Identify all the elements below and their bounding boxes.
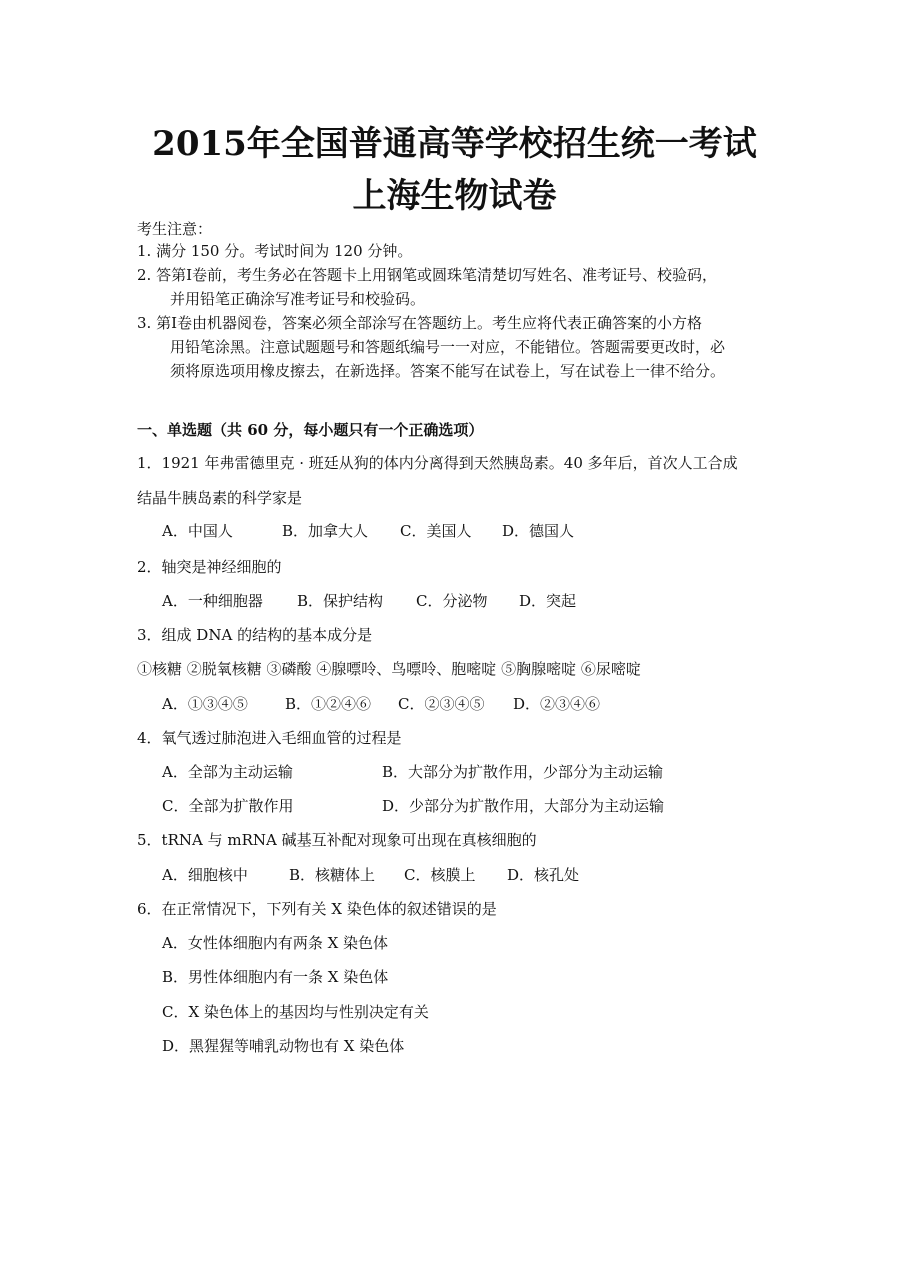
q4-option-b: B．大部分为扩散作用，少部分为主动运输 — [382, 763, 664, 781]
q5-option-d: D．核孔处 — [507, 866, 580, 884]
notice-item-3: 3. 第Ⅰ卷由机器阅卷，答案必须全部涂写在答题纺上。考生应将代表正确答案的小方格 — [137, 314, 703, 332]
q1-option-c: C．美国人 — [400, 522, 472, 540]
q5-option-c: C．核膜上 — [404, 866, 476, 884]
q3-option-d: D．②③④⑥ — [513, 695, 601, 713]
notice-item-2-cont: 并用铅笔正确涂写准考证号和校验码。 — [170, 290, 426, 308]
q3-option-b: B．①②④⑥ — [285, 695, 372, 713]
notice-item-3-cont1: 用铅笔涂黑。注意试题题号和答题纸编号一一对应，不能错位。答题需要更改时，必 — [170, 338, 726, 356]
q2-option-a: A．一种细胞器 — [162, 592, 263, 610]
q1-option-d: D．德国人 — [502, 522, 575, 540]
q3-stem: 3．组成 DNA 的结构的基本成分是 — [137, 626, 373, 644]
q1-stem-line1: 1．1921 年弗雷德里克 · 班廷从狗的体内分离得到天然胰岛素。40 多年后，首次人工合成 — [137, 454, 738, 472]
q2-option-d: D．突起 — [519, 592, 577, 610]
q1-option-b: B．加拿大人 — [282, 522, 369, 540]
section-heading: 一、单选题（共 60 分，每小题只有一个正确选项） — [137, 421, 484, 439]
q1-option-a: A．中国人 — [162, 522, 233, 540]
q3-option-a: A．①③④⑤ — [162, 695, 248, 713]
q5-stem: 5．tRNA 与 mRNA 碱基互补配对现象可出现在真核细胞的 — [137, 831, 537, 849]
q5-option-a: A．细胞核中 — [162, 866, 248, 884]
exam-title-line1: 2015年全国普通高等学校招生统一考试 — [152, 124, 757, 164]
notice-item-3-cont2: 须将原选项用橡皮擦去，在新选择。答案不能写在试卷上，写在试卷上一律不给分。 — [170, 362, 726, 380]
exam-title-line2: 上海生物试卷 — [352, 176, 557, 216]
q4-stem: 4．氧气透过肺泡进入毛细血管的过程是 — [137, 729, 402, 747]
q1-stem-line2: 结晶牛胰岛素的科学家是 — [137, 489, 303, 507]
notice-heading: 考生注意： — [137, 220, 213, 238]
q6-option-d: D．黑猩猩等哺乳动物也有 X 染色体 — [162, 1037, 405, 1055]
q6-option-b: B．男性体细胞内有一条 X 染色体 — [162, 968, 389, 986]
q3-components: ①核糖 ②脱氧核糖 ③磷酸 ④腺嘌呤、鸟嘌呤、胞嘧啶 ⑤胸腺嘧啶 ⑥尿嘧啶 — [137, 660, 641, 678]
q4-option-d: D．少部分为扩散作用，大部分为主动运输 — [382, 797, 665, 815]
q3-option-c: C．②③④⑤ — [398, 695, 485, 713]
q5-option-b: B．核糖体上 — [289, 866, 376, 884]
q2-option-c: C．分泌物 — [416, 592, 488, 610]
notice-item-1: 1. 满分 150 分。考试时间为 120 分钟。 — [137, 242, 413, 260]
q6-option-a: A．女性体细胞内有两条 X 染色体 — [162, 934, 389, 952]
notice-item-2: 2. 答第Ⅰ卷前，考生务必在答题卡上用钢笔或圆珠笔清楚切写姓名、准考证号、校验码， — [137, 266, 718, 284]
q4-option-c: C．全部为扩散作用 — [162, 797, 294, 815]
q6-stem: 6．在正常情况下，下列有关 X 染色体的叙述错误的是 — [137, 900, 497, 918]
q6-option-c: C．X 染色体上的基因均与性别决定有关 — [162, 1003, 429, 1021]
q2-option-b: B．保护结构 — [297, 592, 384, 610]
q2-stem: 2．轴突是神经细胞的 — [137, 558, 282, 576]
q4-option-a: A．全部为主动运输 — [162, 763, 293, 781]
